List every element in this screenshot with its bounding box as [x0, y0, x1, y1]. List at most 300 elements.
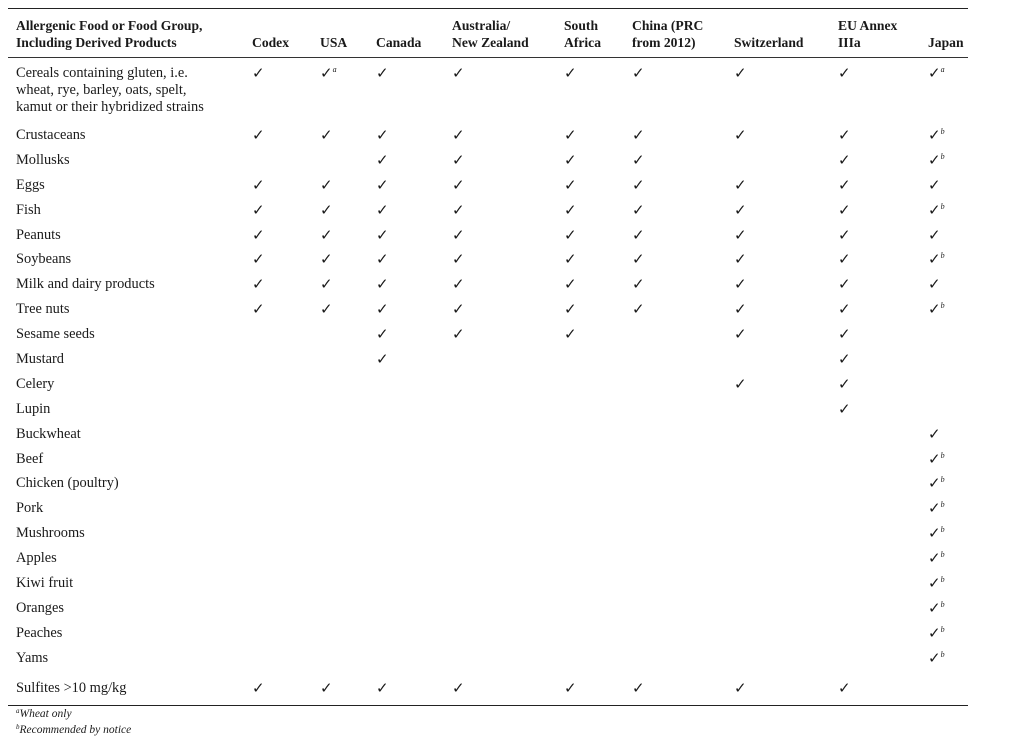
allergen-cell	[624, 247, 726, 272]
allergen-cell	[312, 58, 368, 123]
allergen-cell	[312, 123, 368, 148]
check-mark-icon: ✓	[838, 350, 851, 369]
check-mark-icon: ✓	[928, 424, 941, 443]
food-group-label-line: Sulfites >10 mg/kg	[16, 679, 127, 696]
check-mark-icon: ✓	[320, 175, 333, 194]
check-mark-icon: ✓	[928, 275, 941, 294]
allergen-cell	[624, 223, 726, 248]
check-mark-icon: ✓	[632, 678, 645, 697]
header-jurisdiction	[368, 9, 444, 57]
header-line: Switzerland	[734, 35, 804, 50]
allergen-cell	[920, 621, 968, 646]
food-group-label-line: Peanuts	[16, 226, 61, 243]
table-row	[8, 447, 968, 472]
check-mark-icon: ✓	[838, 250, 851, 269]
check-mark-icon: ✓	[452, 150, 465, 169]
check-mark-icon: ✓	[376, 175, 389, 194]
check-mark-icon: ✓	[376, 150, 389, 169]
allergen-cell	[624, 397, 726, 422]
allergen-cell	[830, 496, 920, 521]
allergen-cell	[726, 422, 830, 447]
allergen-cell	[556, 646, 624, 671]
food-group-label-line: kamut or their hybridized strains	[16, 99, 204, 115]
table-row	[8, 646, 968, 671]
check-mark-icon: ✓	[452, 275, 465, 294]
allergen-cell	[312, 671, 368, 705]
table-bottom-rule	[8, 705, 968, 706]
check-mark-icon: ✓	[564, 225, 577, 244]
allergen-cell	[312, 173, 368, 198]
allergen-cell	[244, 347, 312, 372]
header-jurisdiction	[920, 9, 968, 57]
allergen-cell	[624, 58, 726, 123]
table-row	[8, 422, 968, 447]
check-mark-icon: ✓	[734, 64, 747, 82]
allergen-cell	[830, 322, 920, 347]
food-group-label-line: Sesame seeds	[16, 326, 95, 343]
check-mark-icon: ✓	[838, 126, 851, 144]
food-group-label	[8, 546, 244, 571]
allergen-cell	[556, 198, 624, 223]
table-row	[8, 546, 968, 571]
footnote-marker: b	[940, 475, 945, 485]
allergen-cell	[624, 546, 726, 571]
check-mark-icon: ✓	[376, 126, 389, 144]
allergen-cell	[830, 247, 920, 272]
allergen-cell	[368, 546, 444, 571]
allergen-cell	[368, 471, 444, 496]
allergen-cell	[444, 521, 556, 546]
check-mark-icon: ✓	[632, 225, 645, 244]
check-mark-icon: ✓	[734, 275, 747, 294]
allergen-cell	[920, 247, 968, 272]
check-mark-icon: ✓	[376, 325, 389, 344]
allergen-cell	[830, 58, 920, 123]
food-group-label-line: Soybeans	[16, 251, 72, 268]
food-group-label-line: Pork	[16, 500, 44, 517]
food-group-label-line: Eggs	[16, 176, 45, 193]
allergen-cell	[830, 646, 920, 671]
allergen-cell	[444, 297, 556, 322]
allergen-cell	[726, 471, 830, 496]
food-group-label-line: Beef	[16, 450, 44, 467]
check-mark-icon: ✓	[838, 325, 851, 344]
allergen-cell	[556, 322, 624, 347]
allergen-cell	[556, 372, 624, 397]
allergen-cell	[726, 223, 830, 248]
allergen-cell	[312, 272, 368, 297]
allergen-cell	[920, 496, 968, 521]
food-group-label	[8, 272, 244, 297]
allergen-cell	[312, 297, 368, 322]
allergen-cell	[556, 496, 624, 521]
allergen-cell	[920, 148, 968, 173]
table-row	[8, 272, 968, 297]
check-mark-icon: ✓	[734, 250, 747, 269]
check-mark-icon: ✓	[452, 200, 465, 219]
allergen-cell	[556, 272, 624, 297]
food-group-label	[8, 58, 244, 123]
allergen-cell	[726, 372, 830, 397]
table-row	[8, 123, 968, 148]
allergen-cell	[830, 621, 920, 646]
allergen-cell	[830, 148, 920, 173]
allergen-cell	[920, 297, 968, 322]
footnote-mark: a	[16, 707, 20, 715]
check-mark-icon: ✓	[376, 250, 389, 269]
check-mark-icon: ✓	[376, 200, 389, 219]
table-row	[8, 496, 968, 521]
food-group-label-line: Lupin	[16, 400, 51, 417]
allergen-cell	[920, 671, 968, 705]
check-mark-icon: ✓	[838, 64, 851, 82]
check-mark-icon: ✓	[632, 64, 645, 82]
allergen-cell	[556, 397, 624, 422]
check-mark-icon: ✓	[734, 225, 747, 244]
header-line: Codex	[252, 35, 290, 50]
footnote	[16, 722, 131, 738]
food-group-label-line: Crustaceans	[16, 127, 86, 143]
allergen-cell	[312, 546, 368, 571]
check-mark-icon: ✓	[452, 175, 465, 194]
header-jurisdiction	[444, 9, 556, 57]
allergen-cell	[830, 223, 920, 248]
allergen-cell	[244, 447, 312, 472]
allergen-cell	[312, 471, 368, 496]
check-mark-icon: ✓	[564, 300, 577, 319]
allergen-table-container	[8, 8, 968, 706]
footnote-marker: b	[940, 251, 945, 261]
allergen-cell	[726, 272, 830, 297]
check-mark-icon: ✓	[734, 678, 747, 697]
footnote-text: Wheat only	[19, 708, 72, 720]
table-row	[8, 223, 968, 248]
allergen-cell	[444, 397, 556, 422]
food-group-label-line: Apples	[16, 550, 57, 567]
check-mark-icon: ✓	[452, 64, 465, 82]
check-mark-icon: ✓	[564, 678, 577, 697]
allergen-cell	[444, 496, 556, 521]
check-mark-icon: ✓	[320, 225, 333, 244]
footnote-marker: b	[940, 575, 945, 585]
check-mark-icon: ✓	[928, 175, 941, 194]
allergen-cell	[624, 272, 726, 297]
allergen-cell	[920, 447, 968, 472]
check-mark-icon: ✓	[734, 175, 747, 194]
check-mark-icon: ✓	[928, 648, 941, 667]
allergen-cell	[830, 198, 920, 223]
footnote-marker: b	[940, 450, 945, 460]
allergen-cell	[444, 173, 556, 198]
check-mark-icon: ✓	[564, 200, 577, 219]
allergen-cell	[444, 471, 556, 496]
check-mark-icon: ✓	[320, 64, 333, 82]
allergen-cell	[726, 397, 830, 422]
check-mark-icon: ✓	[252, 64, 265, 82]
check-mark-icon: ✓	[928, 300, 941, 319]
food-group-label-line: Fish	[16, 201, 41, 218]
food-group-label	[8, 123, 244, 148]
food-group-label-line: wheat, rye, barley, oats, spelt,	[16, 82, 187, 98]
allergen-cell	[444, 272, 556, 297]
food-group-label	[8, 297, 244, 322]
allergen-cell	[624, 347, 726, 372]
check-mark-icon: ✓	[928, 250, 941, 269]
allergen-cell	[244, 571, 312, 596]
table-row	[8, 671, 968, 705]
allergen-cell	[920, 173, 968, 198]
allergen-cell	[312, 397, 368, 422]
allergen-cell	[312, 596, 368, 621]
food-group-label	[8, 521, 244, 546]
header-line: Canada	[376, 35, 422, 50]
allergen-cell	[444, 671, 556, 705]
allergen-cell	[556, 223, 624, 248]
allergen-cell	[312, 646, 368, 671]
food-group-label-line: Tree nuts	[16, 301, 70, 318]
check-mark-icon: ✓	[376, 350, 389, 369]
allergen-cell	[444, 148, 556, 173]
allergen-cell	[920, 397, 968, 422]
allergen-cell	[368, 621, 444, 646]
allergen-cell	[920, 546, 968, 571]
check-mark-icon: ✓	[632, 126, 645, 144]
check-mark-icon: ✓	[928, 623, 941, 642]
allergen-cell	[244, 173, 312, 198]
footnote-marker: b	[940, 127, 945, 136]
check-mark-icon: ✓	[838, 200, 851, 219]
table-row	[8, 397, 968, 422]
allergen-cell	[726, 596, 830, 621]
check-mark-icon: ✓	[320, 200, 333, 219]
allergen-cell	[444, 347, 556, 372]
header-line: Africa	[564, 35, 601, 50]
check-mark-icon: ✓	[252, 250, 265, 269]
allergen-cell	[624, 671, 726, 705]
check-mark-icon: ✓	[252, 275, 265, 294]
allergen-cell	[368, 347, 444, 372]
header-line: from 2012)	[632, 35, 696, 50]
allergen-cell	[244, 671, 312, 705]
check-mark-icon: ✓	[838, 374, 851, 393]
check-mark-icon: ✓	[734, 200, 747, 219]
allergen-cell	[444, 596, 556, 621]
check-mark-icon: ✓	[838, 225, 851, 244]
check-mark-icon: ✓	[320, 300, 333, 319]
allergen-cell	[312, 223, 368, 248]
check-mark-icon: ✓	[564, 64, 577, 82]
allergen-cell	[312, 571, 368, 596]
allergen-cell	[556, 297, 624, 322]
allergen-cell	[726, 322, 830, 347]
header-jurisdiction	[556, 9, 624, 57]
check-mark-icon: ✓	[632, 275, 645, 294]
header-line: New Zealand	[452, 35, 529, 50]
food-group-label-line: Chicken (poultry)	[16, 475, 119, 492]
allergen-cell	[312, 496, 368, 521]
allergen-cell	[556, 422, 624, 447]
allergen-cell	[556, 347, 624, 372]
food-group-label	[8, 646, 244, 671]
allergen-cell	[444, 546, 556, 571]
check-mark-icon: ✓	[452, 300, 465, 319]
allergen-cell	[726, 58, 830, 123]
food-group-label	[8, 322, 244, 347]
allergen-cell	[368, 372, 444, 397]
footnote-marker: b	[940, 550, 945, 560]
food-group-label-line: Buckwheat	[16, 425, 81, 442]
allergen-cell	[726, 571, 830, 596]
allergen-cell	[830, 347, 920, 372]
allergen-cell	[368, 247, 444, 272]
allergen-cell	[920, 422, 968, 447]
allergen-cell	[624, 148, 726, 173]
allergen-cell	[312, 521, 368, 546]
allergen-cell	[920, 123, 968, 148]
check-mark-icon: ✓	[734, 374, 747, 393]
food-group-label-line: Milk and dairy products	[16, 276, 155, 293]
check-mark-icon: ✓	[928, 449, 941, 468]
allergen-cell	[830, 596, 920, 621]
allergen-cell	[624, 521, 726, 546]
allergen-cell	[244, 247, 312, 272]
check-mark-icon: ✓	[632, 150, 645, 169]
footnote	[16, 706, 131, 722]
check-mark-icon: ✓	[252, 175, 265, 194]
allergen-cell	[368, 123, 444, 148]
check-mark-icon: ✓	[252, 126, 265, 144]
allergen-cell	[920, 322, 968, 347]
allergen-cell	[244, 621, 312, 646]
food-group-label	[8, 372, 244, 397]
header-line: EU Annex	[838, 18, 898, 33]
header-line: Including Derived Products	[16, 35, 177, 50]
allergen-cell	[556, 571, 624, 596]
allergen-cell	[556, 621, 624, 646]
allergen-cell	[624, 322, 726, 347]
allergen-cell	[920, 646, 968, 671]
allergen-cell	[312, 198, 368, 223]
footnote-marker: b	[940, 151, 945, 161]
check-mark-icon: ✓	[928, 524, 941, 543]
food-group-label	[8, 621, 244, 646]
allergen-cell	[244, 397, 312, 422]
allergen-cell	[624, 422, 726, 447]
allergen-cell	[368, 198, 444, 223]
allergen-cell	[368, 397, 444, 422]
food-group-label-line: Cereals containing gluten, i.e.	[16, 65, 188, 81]
allergen-cell	[244, 223, 312, 248]
allergen-cell	[368, 148, 444, 173]
allergen-cell	[444, 422, 556, 447]
check-mark-icon: ✓	[632, 250, 645, 269]
allergen-cell	[368, 422, 444, 447]
check-mark-icon: ✓	[376, 275, 389, 294]
allergen-cell	[556, 247, 624, 272]
allergen-cell	[244, 58, 312, 123]
table-row	[8, 621, 968, 646]
table-row	[8, 58, 968, 123]
header-line: Japan	[928, 35, 964, 50]
allergen-cell	[830, 272, 920, 297]
allergen-cell	[244, 372, 312, 397]
allergen-cell	[726, 198, 830, 223]
allergen-cell	[312, 347, 368, 372]
allergen-cell	[368, 521, 444, 546]
food-group-label-line: Mustard	[16, 351, 64, 368]
allergen-cell	[830, 173, 920, 198]
allergen-cell	[244, 322, 312, 347]
food-group-label	[8, 148, 244, 173]
check-mark-icon: ✓	[564, 250, 577, 269]
check-mark-icon: ✓	[838, 678, 851, 697]
allergen-cell	[312, 372, 368, 397]
allergen-cell	[726, 671, 830, 705]
allergen-cell	[312, 322, 368, 347]
allergen-cell	[368, 596, 444, 621]
allergen-cell	[312, 247, 368, 272]
allergen-cell	[556, 471, 624, 496]
food-group-label-line: Oranges	[16, 599, 64, 616]
allergen-cell	[444, 223, 556, 248]
allergen-cell	[368, 496, 444, 521]
allergen-cell	[624, 571, 726, 596]
allergen-cell	[830, 571, 920, 596]
allergen-cell	[368, 297, 444, 322]
allergen-cell	[444, 247, 556, 272]
check-mark-icon: ✓	[734, 325, 747, 344]
allergen-cell	[624, 123, 726, 148]
allergen-cell	[830, 397, 920, 422]
check-mark-icon: ✓	[838, 150, 851, 169]
check-mark-icon: ✓	[632, 300, 645, 319]
food-group-label	[8, 422, 244, 447]
header-jurisdiction	[244, 9, 312, 57]
allergen-cell	[312, 447, 368, 472]
header-line: Australia/	[452, 18, 511, 33]
allergen-cell	[244, 596, 312, 621]
allergen-cell	[830, 521, 920, 546]
table-row	[8, 347, 968, 372]
check-mark-icon: ✓	[376, 225, 389, 244]
check-mark-icon: ✓	[564, 325, 577, 344]
allergen-cell	[920, 596, 968, 621]
allergen-cell	[244, 198, 312, 223]
allergen-cell	[726, 496, 830, 521]
check-mark-icon: ✓	[452, 225, 465, 244]
allergen-cell	[920, 198, 968, 223]
allergen-cell	[624, 372, 726, 397]
allergen-cell	[830, 471, 920, 496]
food-group-label	[8, 198, 244, 223]
allergen-cell	[444, 646, 556, 671]
food-group-label	[8, 571, 244, 596]
allergen-cell	[624, 198, 726, 223]
table-row	[8, 521, 968, 546]
header-jurisdiction	[624, 9, 726, 57]
header-jurisdiction	[312, 9, 368, 57]
allergen-cell	[830, 422, 920, 447]
check-mark-icon: ✓	[928, 574, 941, 593]
allergen-cell	[726, 347, 830, 372]
allergen-cell	[556, 521, 624, 546]
check-mark-icon: ✓	[928, 598, 941, 617]
allergen-cell	[830, 372, 920, 397]
allergen-cell	[726, 148, 830, 173]
allergen-cell	[368, 58, 444, 123]
allergen-cell	[244, 123, 312, 148]
table-row	[8, 173, 968, 198]
